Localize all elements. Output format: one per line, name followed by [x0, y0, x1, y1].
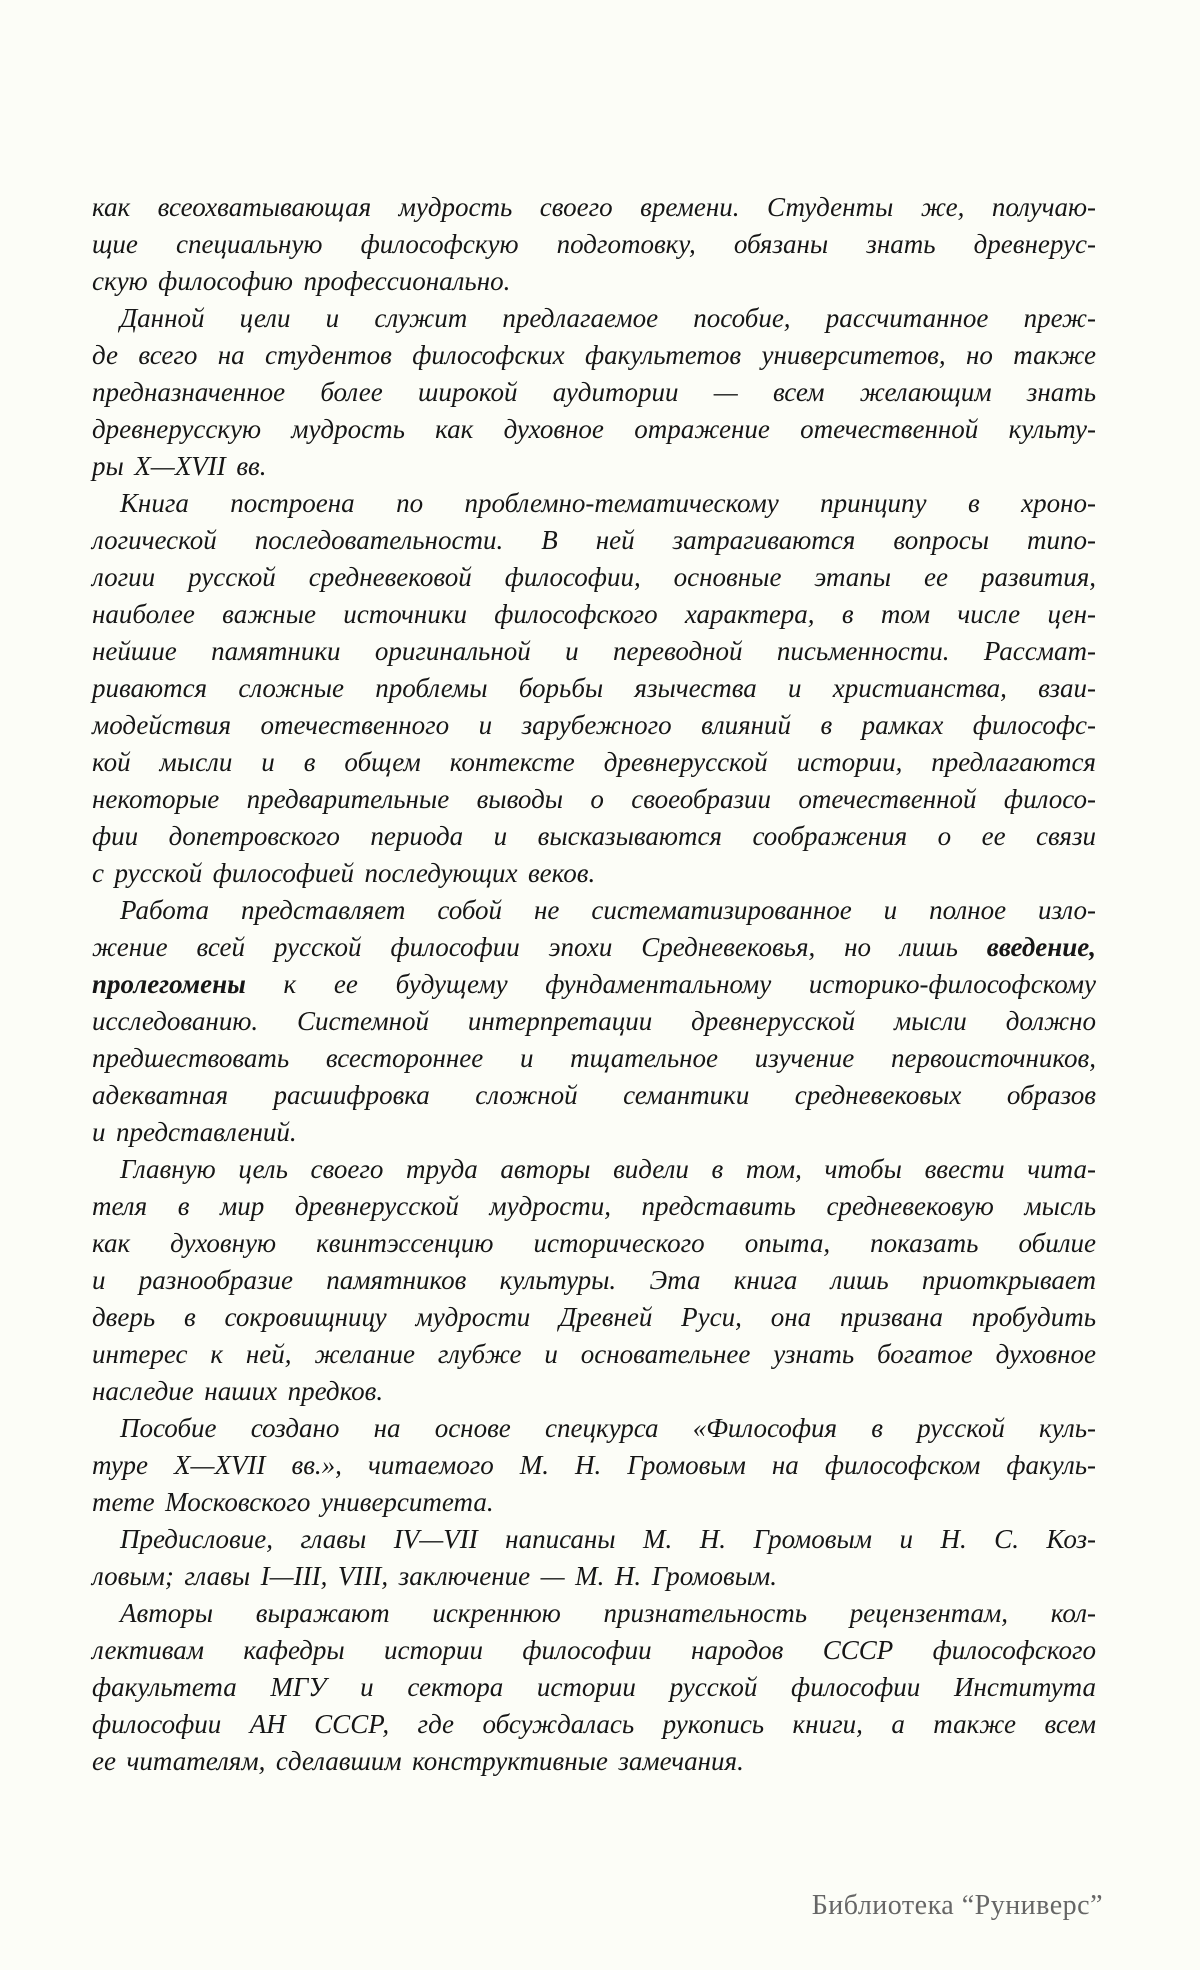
- text-line: Главную цель своего труда авторы видели в том, чтобы ввести чита-: [120, 1154, 1096, 1184]
- bold-text: пролегомены: [92, 969, 246, 999]
- paragraph: [92, 1151, 1096, 1410]
- text-line: интерес к ней, желание глубже и основательнее узнать богатое духовное: [92, 1339, 1096, 1369]
- text-line: скую философию профессионально.: [92, 266, 511, 296]
- text-line: логии русской средневековой философии, основные этапы ее развития,: [92, 562, 1096, 592]
- text-line: Пособие создано на основе спецкурса «Философия в русской куль-: [120, 1413, 1096, 1443]
- paragraph: [92, 485, 1096, 892]
- text-line: ее читателям, сделавшим конструктивные замечания.: [92, 1746, 744, 1776]
- paragraph: [92, 1410, 1096, 1521]
- text-line: тете Московского университета.: [92, 1487, 494, 1517]
- text-segment: к ее будущему фундаментальному историко-философскому: [245, 969, 1096, 999]
- text-line: модействия отечественного и зарубежного влияний в рамках философс-: [92, 710, 1096, 740]
- text-line: предшествовать всестороннее и тщательное изучение первоисточников,: [92, 1043, 1096, 1073]
- text-line: Авторы выражают искреннюю признательность рецензентам, кол-: [120, 1598, 1096, 1628]
- text-line: дверь в сокровищницу мудрости Древней Руси, она призвана пробудить: [92, 1302, 1096, 1332]
- text-line: Книга построена по проблемно-тематическому принципу в хроно-: [120, 488, 1096, 518]
- text-line: [92, 966, 1096, 1003]
- paragraph: [92, 892, 1096, 1151]
- text-line: Предисловие, главы IV—VII написаны М. Н. Громовым и Н. С. Коз-: [120, 1524, 1096, 1554]
- text-line: нейшие памятники оригинальной и переводной письменности. Рассмат-: [92, 636, 1096, 666]
- text-segment: жение всей русской философии эпохи Средневековья, но лишь: [92, 932, 987, 962]
- text-line: как всеохватывающая мудрость своего времени. Студенты же, получаю-: [92, 192, 1096, 222]
- text-line: фии допетровского периода и высказываются соображения о ее связи: [92, 821, 1096, 851]
- text-line: факультета МГУ и сектора истории русской философии Института: [92, 1672, 1096, 1702]
- paragraph: [92, 1595, 1096, 1780]
- text-line: наиболее важные источники философского характера, в том числе цен-: [92, 599, 1096, 629]
- text-line: и представлений.: [92, 1117, 297, 1147]
- text-line: наследие наших предков.: [92, 1376, 384, 1406]
- text-line: с русской философией последующих веков.: [92, 858, 596, 888]
- text-line: древнерусскую мудрость как духовное отражение отечественной культу-: [92, 414, 1096, 444]
- text-line: [92, 929, 1096, 966]
- text-line: кой мысли и в общем контексте древнерусской истории, предлагаются: [92, 747, 1096, 777]
- text-block: [92, 189, 1096, 1780]
- text-line: некоторые предварительные выводы о своеобразии отечественной филосо-: [92, 784, 1096, 814]
- text-line: Данной цели и служит предлагаемое пособие, рассчитанное преж-: [120, 303, 1096, 333]
- text-line: ловым; главы I—III, VIII, заключение — М. Н. Громовым.: [92, 1561, 777, 1591]
- text-line: теля в мир древнерусской мудрости, представить средневековую мысль: [92, 1191, 1096, 1221]
- text-line: философии АН СССР, где обсуждалась рукопись книги, а также всем: [92, 1709, 1096, 1739]
- text-line: де всего на студентов философских факультетов университетов, но также: [92, 340, 1096, 370]
- text-line: щие специальную философскую подготовку, обязаны знать древнерус-: [92, 229, 1096, 259]
- library-watermark: Библиотека “Руниверс”: [811, 1890, 1103, 1921]
- text-line: Работа представляет собой не систематизированное и полное изло-: [120, 895, 1096, 925]
- text-line: риваются сложные проблемы борьбы язычества и христианства, взаи-: [92, 673, 1096, 703]
- text-line: предназначенное более широкой аудитории — всем желающим знать: [92, 377, 1096, 407]
- text-line: лективам кафедры истории философии народов СССР философского: [92, 1635, 1096, 1665]
- text-line: адекватная расшифровка сложной семантики средневековых образов: [92, 1080, 1096, 1110]
- text-line: ры X—XVII вв.: [92, 451, 267, 481]
- text-line: исследованию. Системной интерпретации древнерусской мысли должно: [92, 1006, 1096, 1036]
- text-line: и разнообразие памятников культуры. Эта книга лишь приоткрывает: [92, 1265, 1096, 1295]
- text-line: как духовную квинтэссенцию исторического опыта, показать обилие: [92, 1228, 1096, 1258]
- paragraph: [92, 189, 1096, 300]
- bold-text: введение,: [986, 932, 1096, 962]
- text-line: логической последовательности. В ней затрагиваются вопросы типо-: [92, 525, 1096, 555]
- paragraph: [92, 1521, 1096, 1595]
- text-line: туре X—XVII вв.», читаемого М. Н. Громовым на философском факуль-: [92, 1450, 1096, 1480]
- paragraph: [92, 300, 1096, 485]
